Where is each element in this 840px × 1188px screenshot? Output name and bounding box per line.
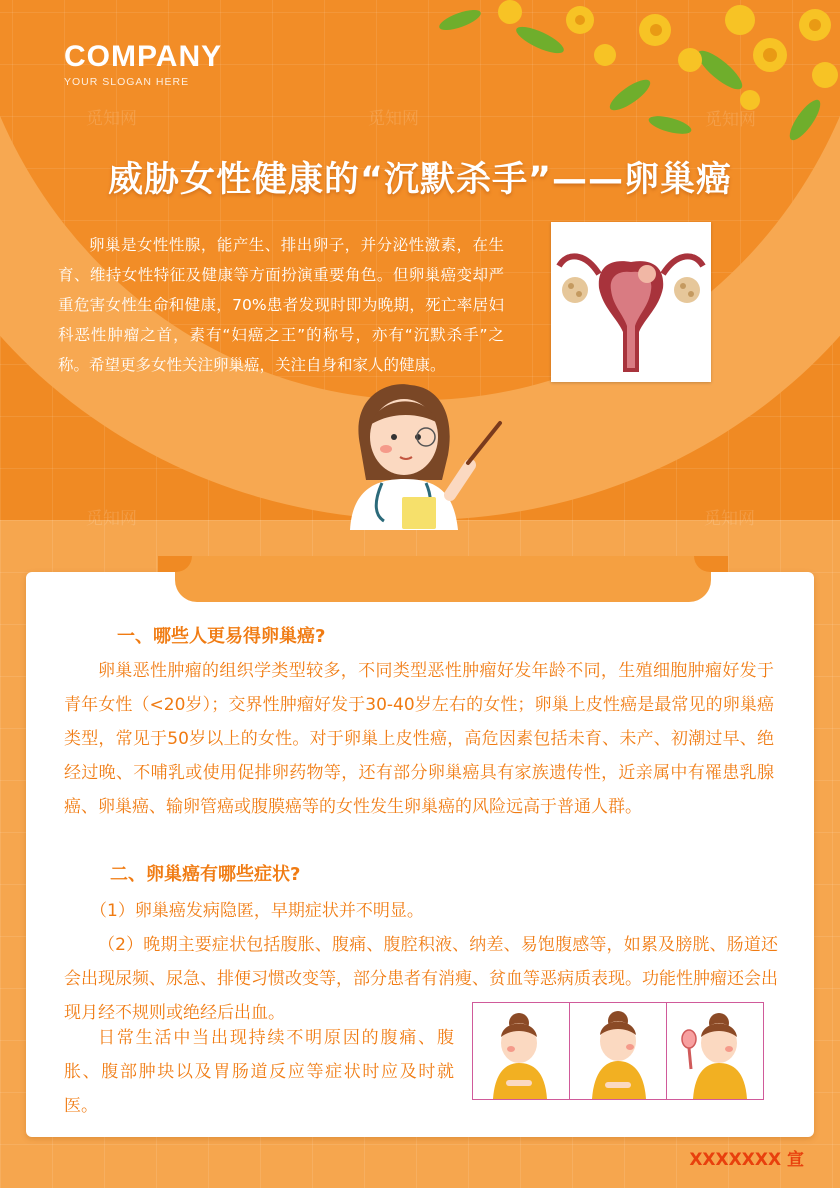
watermark: 觅知网	[86, 509, 137, 529]
footer-signature: XXXXXXX 宣	[689, 1150, 804, 1170]
symptom-nausea-illustration	[570, 1003, 667, 1099]
section1-body: 卵巢恶性肿瘤的组织学类型较多，不同类型恶性肿瘤好发年龄不同，生殖细胞肿瘤好发于青年女性（<20岁）；交界性肿瘤好发于30-40岁左右的女性；卵巢上皮性癌是最常见的卵巢癌类型，常见于50岁以上的女性。对于卵巢上皮性癌，高危因素包括未育、未产、初潮过早、绝经过晚、不哺乳或使用促排卵药物等，还有部分卵巢癌具有家族遗传性，近亲属中有罹患乳腺癌、卵巢癌、输卵管癌或腹膜癌等的女性发生卵巢癌的风险远高于普通人群。	[64, 661, 774, 817]
symptom-weight-loss-illustration	[667, 1003, 763, 1099]
symptom-illustrations	[472, 1002, 764, 1100]
uterus-illustration	[551, 222, 711, 382]
section1-heading: 一、哪些人更易得卵巢癌?	[117, 626, 326, 647]
brand-slogan: YOUR SLOGAN HERE	[64, 76, 190, 88]
section2-heading: 二、卵巢癌有哪些症状?	[110, 864, 301, 885]
card-tab	[175, 556, 711, 602]
watermark: 觅知网	[704, 509, 755, 529]
doctor-illustration	[330, 375, 510, 530]
brand-name: COMPANY	[64, 40, 223, 73]
section2-paragraph-3: 日常生活中当出现持续不明原因的腹痛、腹胀、腹部肿块以及胃肠道反应等症状时应及时就医。	[64, 1028, 454, 1116]
symptom-abdominal-pain-illustration	[473, 1003, 570, 1099]
brand	[64, 40, 222, 88]
section2-paragraph-1: （1）卵巢癌发病隐匿，早期症状并不明显。	[90, 901, 424, 921]
page-title: 威胁女性健康的“沉默杀手”——卵巢癌	[107, 160, 732, 200]
watermark: 觅知网	[86, 109, 137, 129]
watermark: 觅知网	[368, 109, 419, 129]
watermark: 觅知网	[705, 110, 756, 130]
intro-paragraph: 卵巢是女性性腺，能产生、排出卵子，并分泌性激素，在生育、维持女性特征及健康等方面扮演重要角色。但卵巢癌变却严重危害女性生命和健康，70%患者发现时即为晚期，死亡率居妇科恶性肿瘤之首，素有“妇癌之王”的称号，亦有“沉默杀手”之称。希望更多女性关注卵巢癌，关注自身和家人的健康。	[58, 236, 504, 374]
section2-paragraph-2: （2）晚期主要症状包括腹胀、腹痛、腹腔积液、纳差、易饱腹感等，如累及膀胱、肠道还会出现尿频、尿急、排便习惯改变等，部分患者有消瘦、贫血等恶病质表现。功能性肿瘤还会出现月经不规则或绝经后出血。	[64, 935, 778, 1023]
flower-illustration	[420, 0, 840, 150]
